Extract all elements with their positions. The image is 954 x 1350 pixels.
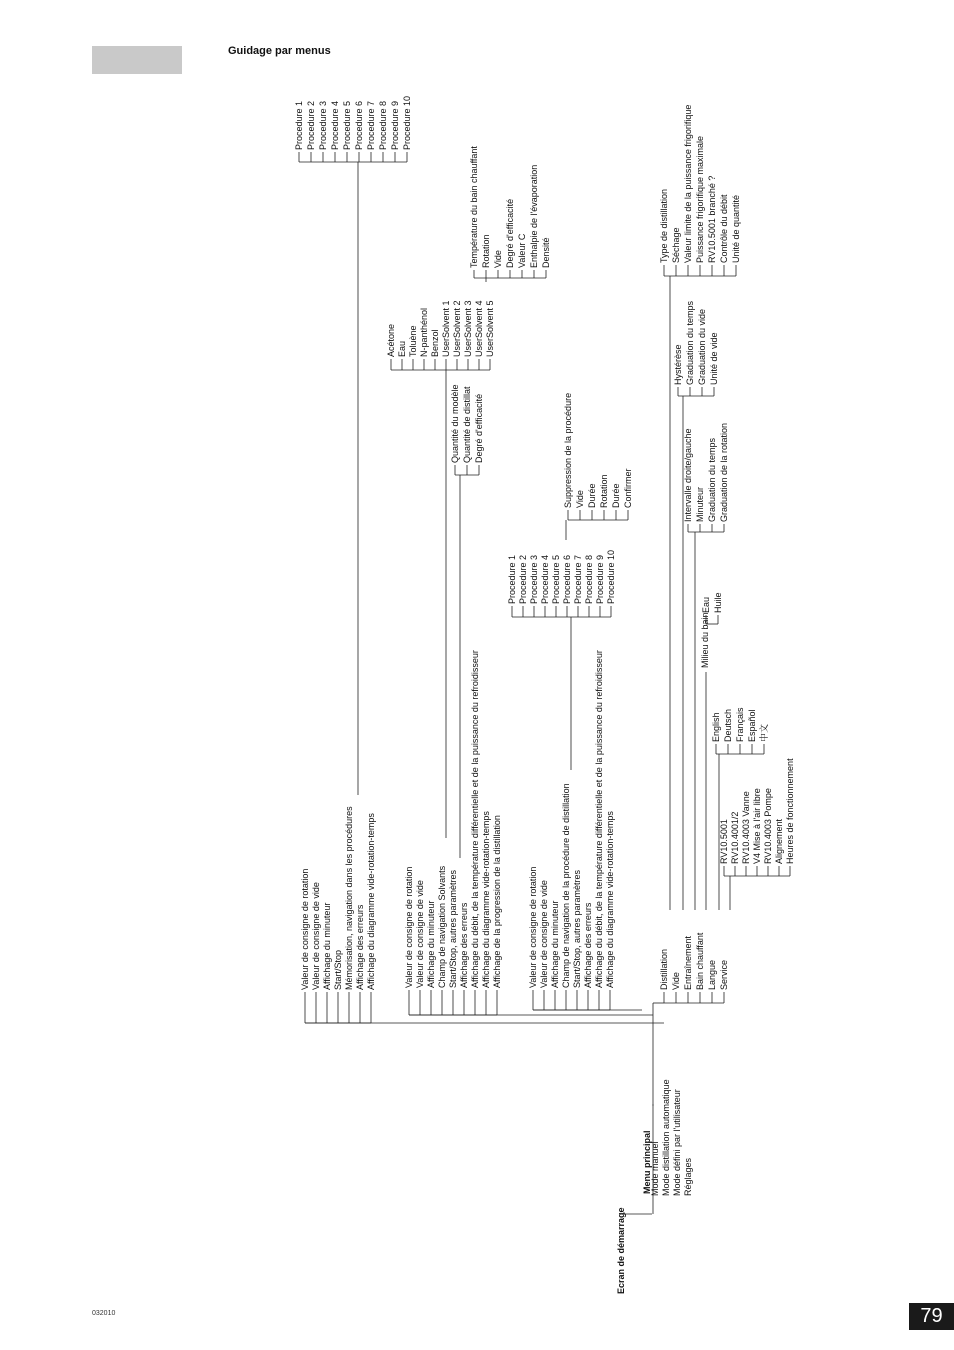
main-menu-item-1: Mode distillation automatique: [661, 1079, 671, 1196]
procedure-b-5: Procedure 6: [562, 554, 572, 604]
distillation-item-3: Puissance frigorifique maximale: [695, 135, 705, 263]
auto-item-5: Affichage des erreurs: [459, 902, 469, 988]
procedure-edit-4: Durée: [611, 483, 621, 508]
procedure-a-5: Procedure 6: [354, 100, 364, 150]
solvent-param-3: Degré d'efficacité: [505, 198, 515, 268]
vide-item-2: Graduation du vide: [697, 308, 707, 385]
bain-label: Milieu du bain: [700, 612, 710, 668]
settings-item-2: Entraînement: [683, 935, 693, 990]
settings-item-5: Service: [719, 959, 729, 990]
page-number: 79: [909, 1303, 954, 1330]
document-code: 032010: [92, 1310, 116, 1317]
auto-item-6: Affichage du débit, de la température différentielle et de la puissance du refroidisseur: [470, 650, 480, 988]
distillation-item-6: Unité de quantité: [731, 194, 741, 263]
procedure-a-2: Procedure 3: [318, 100, 328, 150]
entrainement-item-3: Graduation de la rotation: [719, 422, 729, 522]
page-title: Guidage par menus: [228, 45, 331, 57]
langue-item-2: Français: [735, 707, 745, 742]
solvent-param-6: Densité: [541, 237, 551, 268]
auto-param-1: Quantité de distillat: [462, 386, 472, 463]
solvent-1: Eau: [397, 340, 407, 357]
user-item-4: Start/Stop, autres paramètres: [572, 869, 582, 988]
auto-param-0: Quantité du modèle: [450, 384, 460, 463]
user-item-1: Valeur de consigne de vide: [539, 880, 549, 988]
solvent-0: Acétone: [386, 323, 396, 357]
manual-item-2: Affichage du minuteur: [322, 902, 332, 990]
procedure-a-3: Procedure 4: [330, 100, 340, 150]
auto-item-2: Affichage du minuteur: [426, 900, 436, 988]
manual-item-6: Affichage du diagramme vide-rotation-temps: [366, 813, 376, 990]
procedure-a-6: Procedure 7: [366, 100, 376, 150]
procedure-edit-2: Durée: [587, 483, 597, 508]
auto-item-0: Valeur de consigne de rotation: [404, 866, 414, 988]
main-menu-item-0: Mode manuel: [650, 1141, 660, 1196]
bain-item-0: Eau: [701, 596, 711, 613]
vide-item-3: Unité de vide: [709, 332, 719, 385]
procedure-edit-3: Rotation: [599, 474, 609, 508]
distillation-item-0: Type de distillation: [659, 188, 669, 263]
manual-item-0: Valeur de consigne de rotation: [300, 868, 310, 990]
procedure-b-9: Procedure 10: [606, 549, 616, 604]
procedure-edit-1: Vide: [575, 490, 585, 508]
procedure-a-8: Procedure 9: [390, 100, 400, 150]
auto-param-2: Degré d'efficacité: [474, 393, 484, 463]
solvent-5: UserSolvent 1: [441, 300, 451, 357]
solvent-4: Benzol: [430, 329, 440, 357]
procedure-b-6: Procedure 7: [573, 554, 583, 604]
langue-item-0: English: [711, 712, 721, 742]
procedure-a-0: Procedure 1: [294, 100, 304, 150]
solvent-param-4: Valeur C: [517, 233, 527, 268]
main-menu-label: Menu principal: [642, 1130, 652, 1194]
entrainement-item-1: Minuteur: [695, 486, 705, 522]
procedure-a-7: Procedure 8: [378, 100, 388, 150]
auto-item-7: Affichage du diagramme vide-rotation-temps: [481, 811, 491, 988]
settings-item-4: Langue: [707, 959, 717, 990]
procedure-b-4: Procedure 5: [551, 554, 561, 604]
bain-item-1: Huile: [713, 592, 723, 613]
procedure-a-4: Procedure 5: [342, 100, 352, 150]
main-menu-item-2: Mode défini par l'utilisateur: [672, 1089, 682, 1196]
service-item-3: V4 Mise à l'air libre: [752, 788, 762, 864]
entrainement-item-2: Graduation du temps: [707, 437, 717, 522]
procedure-a-1: Procedure 2: [306, 100, 316, 150]
solvent-9: UserSolvent 5: [485, 300, 495, 357]
distillation-item-2: Valeur limite de la puissance frigorifique: [683, 104, 693, 263]
procedure-a-9: Procedure 10: [402, 95, 412, 150]
vide-item-1: Graduation du temps: [685, 300, 695, 385]
solvent-7: UserSolvent 3: [463, 300, 473, 357]
service-item-2: RV10.4003 Vanne: [741, 791, 751, 864]
auto-item-4: Start/Stop, autres paramètres: [448, 869, 458, 988]
user-item-0: Valeur de consigne de rotation: [528, 866, 538, 988]
distillation-item-1: Séchage: [671, 227, 681, 263]
user-item-6: Affichage du débit, de la température différentielle et de la puissance du refroidisseur: [594, 650, 604, 988]
service-item-0: RV10.5001: [719, 819, 729, 864]
procedure-b-1: Procedure 2: [518, 554, 528, 604]
vide-item-0: Hystérèse: [673, 344, 683, 385]
solvent-param-2: Vide: [493, 250, 503, 268]
start-screen-label: Ecran de démarrage: [616, 1207, 626, 1294]
manual-item-5: Affichage des erreurs: [355, 904, 365, 990]
procedure-b-2: Procedure 3: [529, 554, 539, 604]
solvent-param-0: Température du bain chauffant: [469, 146, 479, 268]
main-menu-item-3: Réglages: [683, 1157, 693, 1196]
langue-item-4: 中文: [759, 723, 769, 742]
procedure-b-3: Procedure 4: [540, 554, 550, 604]
manual-item-3: Start/Stop: [333, 949, 343, 990]
user-item-2: Affichage du minuteur: [550, 900, 560, 988]
settings-item-1: Vide: [671, 972, 681, 990]
auto-item-3: Champ de navigation Solvants: [437, 865, 447, 988]
service-item-4: RV10.4003 Pompe: [763, 788, 773, 864]
manual-item-4: Mémorisation, navigation dans les procédures: [344, 806, 354, 990]
solvent-6: UserSolvent 2: [452, 300, 462, 357]
procedure-b-7: Procedure 8: [584, 554, 594, 604]
manual-item-1: Valeur de consigne de vide: [311, 882, 321, 990]
solvent-2: Toluène: [408, 325, 418, 357]
langue-item-3: Español: [747, 709, 757, 742]
solvent-8: UserSolvent 4: [474, 300, 484, 357]
settings-item-3: Bain chauffant: [695, 932, 705, 990]
distillation-item-5: Contrôle du débit: [719, 194, 729, 263]
solvent-param-1: Rotation: [481, 234, 491, 268]
procedure-b-8: Procedure 9: [595, 554, 605, 604]
distillation-item-4: RV10.5001 branché ?: [707, 175, 717, 263]
solvent-param-5: Enthalpie de l'évaporation: [529, 164, 539, 268]
procedure-b-0: Procedure 1: [507, 554, 517, 604]
auto-item-1: Valeur de consigne de vide: [415, 880, 425, 988]
auto-item-8: Affichage de la progression de la distillation: [492, 815, 502, 988]
entrainement-item-0: Intervalle droite/gauche: [683, 428, 693, 522]
service-item-1: RV10.4001/2: [730, 811, 740, 864]
procedure-edit-0: Suppression de la procédure: [563, 392, 573, 508]
user-item-5: Affichage des erreurs: [583, 902, 593, 988]
user-item-7: Affichage du diagramme vide-rotation-temps: [605, 811, 615, 988]
service-item-6: Heures de fonctionnement: [785, 758, 795, 864]
settings-item-0: Distillation: [659, 948, 669, 990]
procedure-edit-5: Confirmer: [623, 468, 633, 508]
service-item-5: Alignement: [774, 818, 784, 864]
user-item-3: Champ de navigation de la procédure de distillation: [561, 783, 571, 988]
langue-item-1: Deutsch: [723, 708, 733, 742]
solvent-3: N-panthénol: [419, 307, 429, 357]
